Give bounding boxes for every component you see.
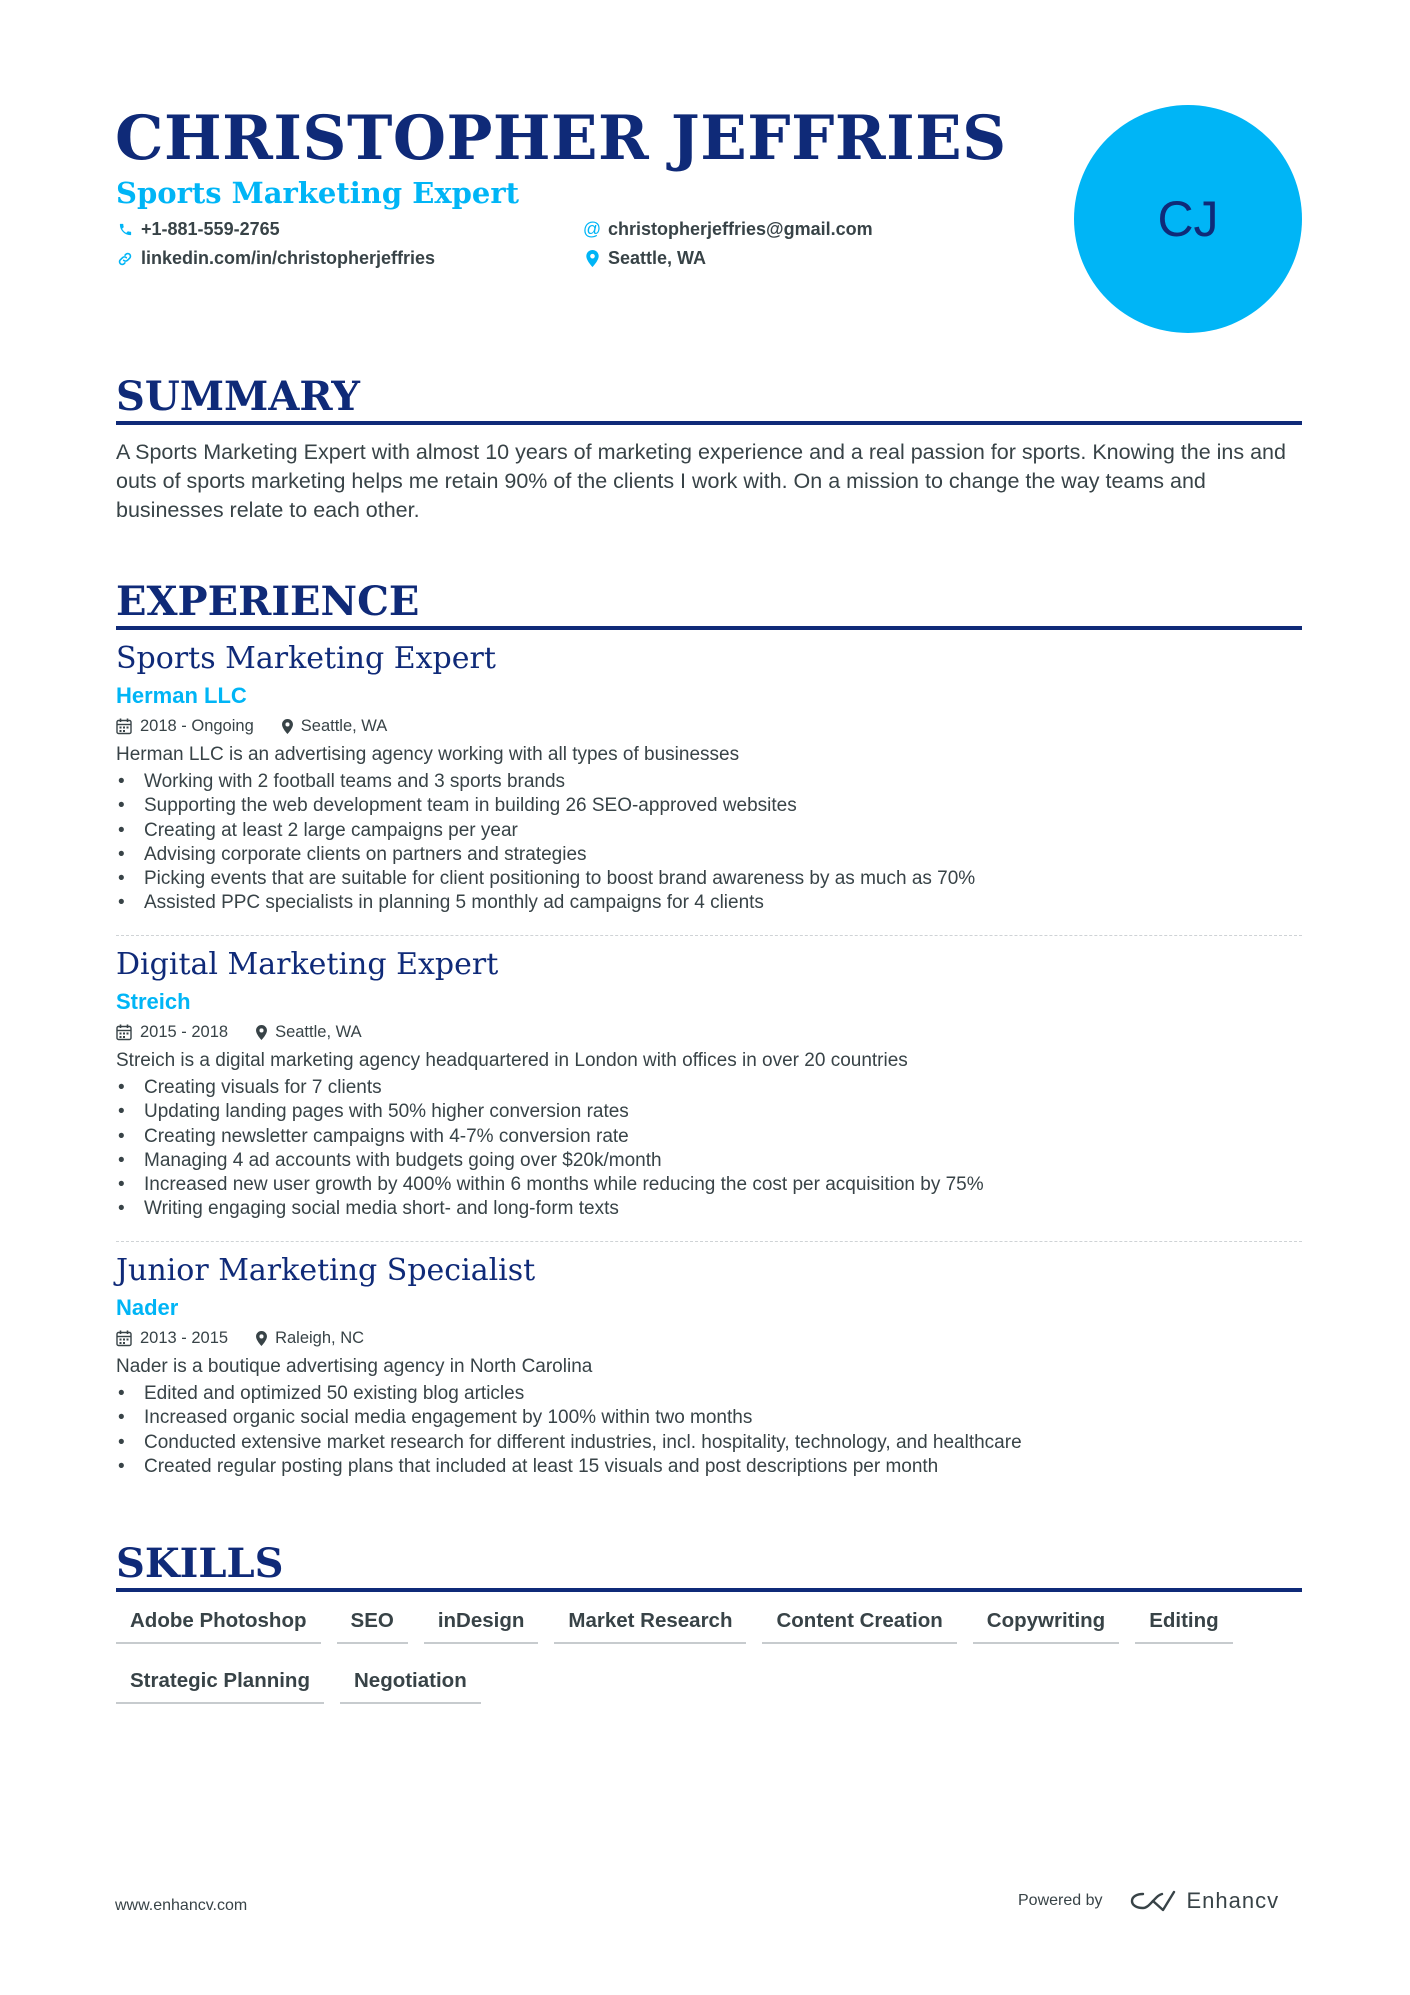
job-dates: 2018 - Ongoing	[140, 716, 254, 735]
job-bullet: • Increased new user growth by 400% within 6 months while reducing the cost per acquisition by 75%	[116, 1173, 1302, 1197]
job-location: Seattle, WA	[300, 716, 388, 735]
job-bullet: • Managing 4 ad accounts with budgets going over $20k/month	[116, 1149, 1302, 1173]
experience-heading: EXPERIENCE	[116, 578, 420, 625]
skill-tag: Negotiation	[340, 1668, 481, 1704]
map-pin-icon	[282, 719, 293, 734]
job-bullet: • Assisted PPC specialists in planning 5 monthly ad campaigns for 4 clients	[116, 891, 1302, 915]
enhancv-brand-text: Enhancv	[1186, 1888, 1280, 1913]
job-location: Raleigh, NC	[275, 1328, 365, 1347]
skill-tag: Content Creation	[762, 1608, 956, 1644]
skill-tag: Market Research	[554, 1608, 746, 1644]
skill-tag: inDesign	[424, 1608, 539, 1644]
candidate-headline: Sports Marketing Expert	[116, 176, 520, 210]
map-pin-icon	[256, 1331, 267, 1346]
skill-tag: Strategic Planning	[116, 1668, 324, 1704]
job-bullets	[116, 1382, 1302, 1479]
footer-website[interactable]: www.enhancv.com	[115, 1897, 248, 1914]
skill-tag: Adobe Photoshop	[116, 1608, 321, 1644]
job-title: Digital Marketing Expert	[116, 947, 499, 982]
footer-branding	[1018, 1888, 1279, 1914]
email-text: christopherjeffries@gmail.com	[608, 219, 873, 239]
skills-heading: SKILLS	[116, 1540, 284, 1587]
job-bullet: • Creating visuals for 7 clients	[116, 1076, 1302, 1100]
avatar	[1074, 105, 1302, 333]
job-bullet: • Writing engaging social media short- and long-form texts	[116, 1197, 1302, 1221]
link-icon	[116, 250, 134, 268]
location-text: Seattle, WA	[608, 248, 707, 268]
job-company: Nader	[116, 1295, 179, 1320]
job-bullet: • Edited and optimized 50 existing blog articles	[116, 1382, 1302, 1406]
job-title: Sports Marketing Expert	[116, 641, 496, 676]
avatar-initials: CJ	[1157, 191, 1219, 247]
contact-phone[interactable]	[116, 219, 280, 240]
job-meta	[116, 715, 1302, 737]
map-pin-icon	[256, 1025, 267, 1040]
calendar-icon	[116, 1024, 132, 1041]
job-bullet: • Picking events that are suitable for client positioning to boost brand awareness by as much as 70%	[116, 867, 1302, 891]
job-location: Seattle, WA	[275, 1022, 362, 1041]
contact-linkedin[interactable]	[116, 248, 435, 269]
job-bullet: • Creating newsletter campaigns with 4-7% conversion rate	[116, 1125, 1302, 1149]
job-bullet: • Increased organic social media engagement by 100% within two months	[116, 1406, 1302, 1430]
job-description: Herman LLC is an advertising agency working with all types of businesses	[116, 744, 740, 765]
job-bullets	[116, 1076, 1302, 1222]
job-bullet: • Created regular posting plans that included at least 15 visuals and post descriptions per month	[116, 1455, 1302, 1479]
job-bullet: • Supporting the web development team in building 26 SEO-approved websites	[116, 794, 1302, 818]
phone-text: +1-881-559-2765	[141, 219, 280, 239]
contact-location	[583, 248, 706, 269]
experience-entry	[116, 946, 1302, 1222]
experience-entry	[116, 640, 1302, 916]
job-bullet: • Advising corporate clients on partners and strategies	[116, 843, 1302, 867]
job-dates: 2015 - 2018	[140, 1022, 229, 1041]
experience-divider	[116, 626, 1302, 630]
summary-heading: SUMMARY	[116, 373, 360, 420]
job-bullet: • Working with 2 football teams and 3 sports brands	[116, 770, 1302, 794]
skills-divider	[116, 1588, 1302, 1592]
job-description: Streich is a digital marketing agency headquartered in London with offices in over 20 countries	[116, 1050, 908, 1071]
enhancv-logo[interactable]	[1129, 1888, 1280, 1914]
job-dates: 2013 - 2015	[140, 1328, 229, 1347]
job-bullet: • Updating landing pages with 50% higher conversion rates	[116, 1100, 1302, 1124]
skills-list	[116, 1608, 1316, 1704]
candidate-name: CHRISTOPHER JEFFRIES	[115, 103, 1007, 174]
job-company: Herman LLC	[116, 683, 247, 708]
job-title: Junior Marketing Specialist	[116, 1253, 536, 1288]
experience-separator	[116, 1241, 1302, 1242]
linkedin-text: linkedin.com/in/christopherjeffries	[141, 248, 436, 268]
skill-tag: Copywriting	[973, 1608, 1119, 1644]
job-meta	[116, 1327, 1302, 1349]
experience-entry	[116, 1252, 1302, 1479]
map-pin-icon	[583, 250, 601, 268]
job-bullet: • Creating at least 2 large campaigns per year	[116, 819, 1302, 843]
job-bullets	[116, 770, 1302, 916]
powered-by-label: Powered by	[1018, 1892, 1103, 1909]
phone-icon	[116, 221, 134, 239]
skill-tag: SEO	[337, 1608, 408, 1644]
job-bullet: • Conducted extensive market research for different industries, incl. hospitality, technology, and healthcare	[116, 1431, 1302, 1455]
enhancv-logo-icon	[1129, 1888, 1177, 1914]
summary-text: A Sports Marketing Expert with almost 10 years of marketing experience and a real passion for sports. Knowing the ins and outs of sports marketing helps me retain 90% of the clients I work with. On a mission to change the way teams and businesses relate to each other.	[116, 440, 1286, 522]
job-description: Nader is a boutique advertising agency in North Carolina	[116, 1356, 593, 1377]
skill-tag: Editing	[1135, 1608, 1232, 1644]
calendar-icon	[116, 718, 132, 735]
job-company: Streich	[116, 989, 191, 1014]
at-sign-icon: @	[582, 219, 602, 239]
summary-divider	[116, 421, 1302, 425]
contact-email[interactable]	[583, 219, 873, 240]
job-meta	[116, 1021, 1302, 1043]
experience-separator	[116, 935, 1302, 936]
calendar-icon	[116, 1330, 132, 1347]
